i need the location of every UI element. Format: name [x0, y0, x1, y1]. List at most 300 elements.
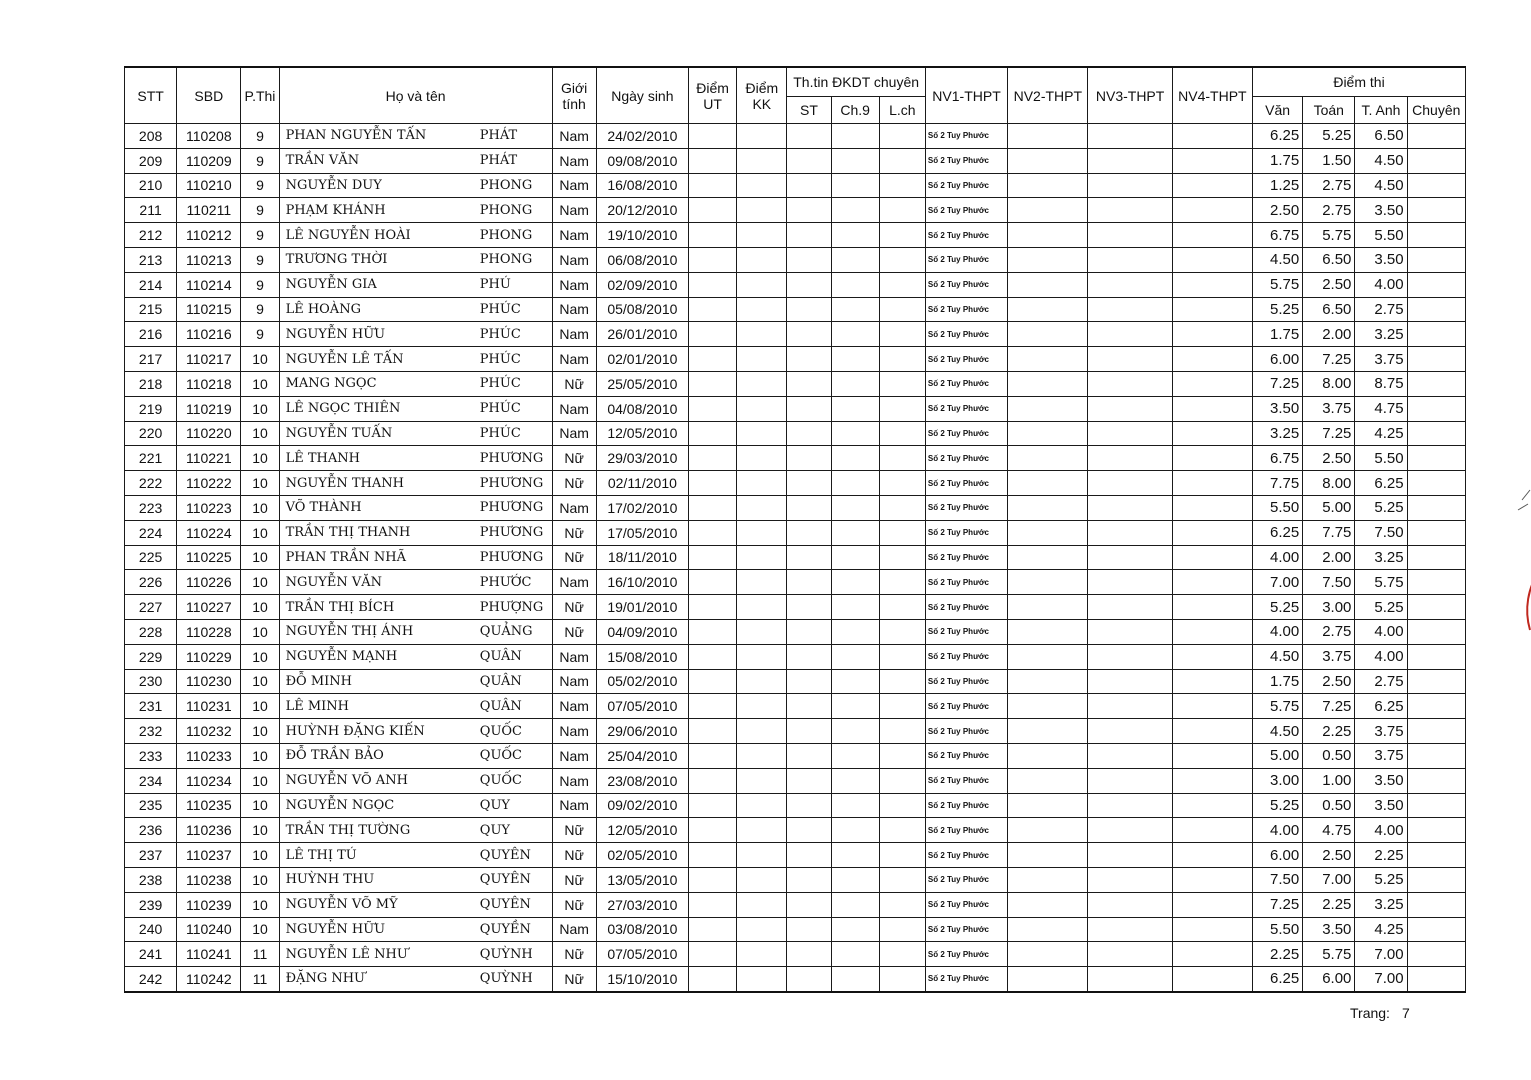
- cell-toan: 2.75: [1303, 619, 1355, 644]
- cell-sbd: 110218: [177, 371, 241, 396]
- header-ch9: Ch.9: [831, 97, 879, 124]
- cell-ngay-sinh: 02/01/2010: [596, 347, 688, 372]
- cell-nv1: Số 2 Tuy Phước: [925, 669, 1007, 694]
- cell-chuyen: [1407, 198, 1465, 223]
- cell-sbd: 110234: [177, 768, 241, 793]
- cell-gioi-tinh: Nam: [552, 173, 596, 198]
- cell-tanh: 3.25: [1355, 545, 1407, 570]
- cell-van: 5.00: [1253, 743, 1303, 768]
- cell-nv4: [1172, 595, 1252, 620]
- cell-toan: 5.25: [1303, 124, 1355, 149]
- cell-chuyen: [1407, 471, 1465, 496]
- cell-stt: 219: [125, 396, 177, 421]
- cell-ho-dem: TRẦN THỊ TƯỜNG: [279, 818, 476, 843]
- table-row: [125, 396, 1466, 421]
- cell-chuyen: [1407, 694, 1465, 719]
- cell-ch9: [831, 371, 879, 396]
- cell-diem-kk: [737, 967, 787, 992]
- cell-diem-ut: [689, 719, 737, 744]
- cell-nv1: Số 2 Tuy Phước: [925, 421, 1007, 446]
- cell-sbd: 110226: [177, 570, 241, 595]
- table-row: [125, 124, 1466, 149]
- cell-p-thi: 11: [241, 942, 279, 967]
- cell-diem-ut: [689, 917, 737, 942]
- cell-ngay-sinh: 16/08/2010: [596, 173, 688, 198]
- cell-van: 1.75: [1253, 669, 1303, 694]
- cell-lch: [879, 595, 925, 620]
- cell-ch9: [831, 595, 879, 620]
- cell-ho-dem: NGUYỄN GIA: [279, 272, 476, 297]
- cell-nv3: [1088, 694, 1172, 719]
- cell-chuyen: [1407, 719, 1465, 744]
- cell-gioi-tinh: Nữ: [552, 967, 596, 992]
- cell-diem-ut: [689, 247, 737, 272]
- cell-ch9: [831, 843, 879, 868]
- cell-ho-dem: NGUYỄN LÊ NHƯ: [279, 942, 476, 967]
- cell-van: 7.50: [1253, 867, 1303, 892]
- cell-nv3: [1088, 942, 1172, 967]
- cell-diem-kk: [737, 421, 787, 446]
- cell-ngay-sinh: 27/03/2010: [596, 892, 688, 917]
- cell-toan: 3.00: [1303, 595, 1355, 620]
- cell-diem-ut: [689, 148, 737, 173]
- cell-ten: PHÚ: [476, 272, 552, 297]
- cell-ten: PHÚC: [476, 396, 552, 421]
- header-lch: L.ch: [879, 97, 925, 124]
- cell-p-thi: 9: [241, 173, 279, 198]
- table-row: [125, 719, 1466, 744]
- cell-ho-dem: TRẦN THỊ BÍCH: [279, 595, 476, 620]
- cell-ngay-sinh: 17/02/2010: [596, 495, 688, 520]
- cell-stt: 242: [125, 967, 177, 992]
- cell-nv2: [1008, 619, 1088, 644]
- cell-van: 4.50: [1253, 644, 1303, 669]
- cell-diem-kk: [737, 768, 787, 793]
- table-row: [125, 421, 1466, 446]
- cell-ho-dem: HUỲNH THU: [279, 867, 476, 892]
- cell-p-thi: 11: [241, 967, 279, 992]
- cell-ngay-sinh: 19/01/2010: [596, 595, 688, 620]
- cell-ho-dem: NGUYỄN HỮU: [279, 917, 476, 942]
- cell-tanh: 4.25: [1355, 917, 1407, 942]
- cell-ch9: [831, 644, 879, 669]
- red-seal-stamp: [1500, 460, 1531, 650]
- cell-ten: QUYỀN: [476, 917, 552, 942]
- cell-diem-ut: [689, 272, 737, 297]
- cell-ten: QUÂN: [476, 644, 552, 669]
- cell-gioi-tinh: Nữ: [552, 843, 596, 868]
- cell-ch9: [831, 421, 879, 446]
- cell-p-thi: 10: [241, 619, 279, 644]
- cell-ten: PHONG: [476, 223, 552, 248]
- header-nv1: NV1-THPT: [925, 67, 1007, 124]
- table-row: [125, 619, 1466, 644]
- cell-ten: PHƯỢNG: [476, 595, 552, 620]
- cell-sbd: 110212: [177, 223, 241, 248]
- cell-st: [787, 173, 831, 198]
- cell-diem-ut: [689, 694, 737, 719]
- cell-chuyen: [1407, 867, 1465, 892]
- cell-lch: [879, 421, 925, 446]
- cell-st: [787, 446, 831, 471]
- cell-nv3: [1088, 148, 1172, 173]
- cell-sbd: 110230: [177, 669, 241, 694]
- cell-nv4: [1172, 495, 1252, 520]
- cell-van: 7.00: [1253, 570, 1303, 595]
- cell-ch9: [831, 694, 879, 719]
- header-nv2: NV2-THPT: [1008, 67, 1088, 124]
- cell-sbd: 110232: [177, 719, 241, 744]
- cell-diem-kk: [737, 198, 787, 223]
- cell-sbd: 110229: [177, 644, 241, 669]
- cell-nv1: Số 2 Tuy Phước: [925, 694, 1007, 719]
- cell-nv4: [1172, 520, 1252, 545]
- cell-nv4: [1172, 942, 1252, 967]
- cell-gioi-tinh: Nam: [552, 297, 596, 322]
- cell-p-thi: 10: [241, 446, 279, 471]
- cell-stt: 222: [125, 471, 177, 496]
- cell-stt: 218: [125, 371, 177, 396]
- cell-sbd: 110219: [177, 396, 241, 421]
- cell-stt: 221: [125, 446, 177, 471]
- cell-ten: PHONG: [476, 247, 552, 272]
- cell-nv2: [1008, 892, 1088, 917]
- cell-nv2: [1008, 545, 1088, 570]
- cell-ch9: [831, 396, 879, 421]
- cell-p-thi: 10: [241, 867, 279, 892]
- cell-nv4: [1172, 223, 1252, 248]
- cell-stt: 227: [125, 595, 177, 620]
- cell-lch: [879, 520, 925, 545]
- cell-chuyen: [1407, 967, 1465, 992]
- cell-st: [787, 942, 831, 967]
- cell-diem-kk: [737, 619, 787, 644]
- cell-sbd: 110210: [177, 173, 241, 198]
- cell-ch9: [831, 818, 879, 843]
- cell-tanh: 4.25: [1355, 421, 1407, 446]
- cell-nv3: [1088, 371, 1172, 396]
- cell-van: 4.00: [1253, 545, 1303, 570]
- cell-toan: 3.75: [1303, 644, 1355, 669]
- cell-lch: [879, 247, 925, 272]
- cell-van: 6.25: [1253, 124, 1303, 149]
- cell-st: [787, 396, 831, 421]
- cell-ngay-sinh: 19/10/2010: [596, 223, 688, 248]
- cell-ho-dem: NGUYỄN LÊ TẤN: [279, 347, 476, 372]
- cell-p-thi: 10: [241, 520, 279, 545]
- cell-stt: 216: [125, 322, 177, 347]
- cell-nv4: [1172, 148, 1252, 173]
- cell-toan: 7.25: [1303, 421, 1355, 446]
- cell-stt: 237: [125, 843, 177, 868]
- cell-tanh: 3.25: [1355, 892, 1407, 917]
- cell-van: 1.25: [1253, 173, 1303, 198]
- cell-p-thi: 9: [241, 272, 279, 297]
- cell-tanh: 3.25: [1355, 322, 1407, 347]
- cell-chuyen: [1407, 768, 1465, 793]
- cell-chuyen: [1407, 843, 1465, 868]
- cell-st: [787, 471, 831, 496]
- cell-toan: 7.00: [1303, 867, 1355, 892]
- cell-stt: 228: [125, 619, 177, 644]
- cell-st: [787, 570, 831, 595]
- cell-nv2: [1008, 570, 1088, 595]
- cell-ten: PHÁT: [476, 124, 552, 149]
- cell-nv3: [1088, 247, 1172, 272]
- cell-stt: 233: [125, 743, 177, 768]
- cell-van: 2.50: [1253, 198, 1303, 223]
- cell-chuyen: [1407, 892, 1465, 917]
- cell-lch: [879, 198, 925, 223]
- cell-ch9: [831, 570, 879, 595]
- cell-diem-kk: [737, 545, 787, 570]
- cell-nv1: Số 2 Tuy Phước: [925, 768, 1007, 793]
- cell-ch9: [831, 719, 879, 744]
- cell-ho-dem: MANG NGỌC: [279, 371, 476, 396]
- cell-gioi-tinh: Nữ: [552, 818, 596, 843]
- cell-nv1: Số 2 Tuy Phước: [925, 892, 1007, 917]
- page-number: [1350, 1005, 1410, 1021]
- page-number-value: 7: [1401, 1005, 1410, 1021]
- cell-ch9: [831, 198, 879, 223]
- cell-nv4: [1172, 694, 1252, 719]
- cell-ngay-sinh: 07/05/2010: [596, 694, 688, 719]
- cell-toan: 5.00: [1303, 495, 1355, 520]
- cell-chuyen: [1407, 917, 1465, 942]
- cell-ngay-sinh: 12/05/2010: [596, 421, 688, 446]
- cell-ngay-sinh: 12/05/2010: [596, 818, 688, 843]
- cell-ho-dem: VÕ THÀNH: [279, 495, 476, 520]
- cell-ten: QUYÊN: [476, 892, 552, 917]
- cell-lch: [879, 967, 925, 992]
- cell-st: [787, 892, 831, 917]
- cell-gioi-tinh: Nữ: [552, 942, 596, 967]
- cell-lch: [879, 148, 925, 173]
- cell-van: 3.00: [1253, 768, 1303, 793]
- cell-diem-kk: [737, 843, 787, 868]
- cell-sbd: 110211: [177, 198, 241, 223]
- cell-nv1: Số 2 Tuy Phước: [925, 322, 1007, 347]
- header-diem-ut: Điểm UT: [689, 67, 737, 124]
- cell-nv2: [1008, 421, 1088, 446]
- cell-tanh: 4.50: [1355, 173, 1407, 198]
- cell-chuyen: [1407, 520, 1465, 545]
- cell-sbd: 110228: [177, 619, 241, 644]
- cell-stt: 230: [125, 669, 177, 694]
- cell-gioi-tinh: Nữ: [552, 619, 596, 644]
- cell-gioi-tinh: Nam: [552, 272, 596, 297]
- cell-chuyen: [1407, 124, 1465, 149]
- cell-stt: 224: [125, 520, 177, 545]
- table-row: [125, 322, 1466, 347]
- cell-nv3: [1088, 793, 1172, 818]
- cell-ngay-sinh: 24/02/2010: [596, 124, 688, 149]
- cell-diem-ut: [689, 297, 737, 322]
- cell-ten: PHONG: [476, 173, 552, 198]
- cell-stt: 232: [125, 719, 177, 744]
- cell-ngay-sinh: 29/06/2010: [596, 719, 688, 744]
- cell-ch9: [831, 793, 879, 818]
- cell-lch: [879, 892, 925, 917]
- cell-nv2: [1008, 347, 1088, 372]
- cell-stt: 214: [125, 272, 177, 297]
- cell-nv4: [1172, 272, 1252, 297]
- cell-nv2: [1008, 124, 1088, 149]
- cell-toan: 2.00: [1303, 322, 1355, 347]
- header-tanh: T. Anh: [1355, 97, 1407, 124]
- header-ngay-sinh: Ngày sinh: [596, 67, 688, 124]
- cell-lch: [879, 446, 925, 471]
- cell-toan: 1.50: [1303, 148, 1355, 173]
- cell-sbd: 110241: [177, 942, 241, 967]
- cell-gioi-tinh: Nam: [552, 421, 596, 446]
- cell-van: 1.75: [1253, 322, 1303, 347]
- cell-gioi-tinh: Nam: [552, 347, 596, 372]
- table-row: [125, 471, 1466, 496]
- cell-nv1: Số 2 Tuy Phước: [925, 471, 1007, 496]
- cell-ten: QUỐC: [476, 768, 552, 793]
- cell-chuyen: [1407, 743, 1465, 768]
- cell-tanh: 5.25: [1355, 595, 1407, 620]
- cell-chuyen: [1407, 446, 1465, 471]
- cell-lch: [879, 768, 925, 793]
- cell-nv2: [1008, 520, 1088, 545]
- cell-ch9: [831, 148, 879, 173]
- cell-nv3: [1088, 619, 1172, 644]
- cell-st: [787, 223, 831, 248]
- cell-lch: [879, 917, 925, 942]
- cell-ten: PHÁT: [476, 148, 552, 173]
- cell-nv4: [1172, 917, 1252, 942]
- cell-ten: PHƯƠNG: [476, 520, 552, 545]
- cell-stt: 212: [125, 223, 177, 248]
- cell-lch: [879, 322, 925, 347]
- cell-nv1: Số 2 Tuy Phước: [925, 124, 1007, 149]
- cell-nv4: [1172, 347, 1252, 372]
- cell-diem-kk: [737, 173, 787, 198]
- cell-nv3: [1088, 223, 1172, 248]
- cell-gioi-tinh: Nam: [552, 148, 596, 173]
- cell-p-thi: 9: [241, 247, 279, 272]
- cell-chuyen: [1407, 793, 1465, 818]
- cell-toan: 7.50: [1303, 570, 1355, 595]
- cell-tanh: 3.50: [1355, 768, 1407, 793]
- cell-ten: PHƯƠNG: [476, 495, 552, 520]
- cell-gioi-tinh: Nam: [552, 669, 596, 694]
- cell-diem-ut: [689, 669, 737, 694]
- cell-p-thi: 9: [241, 297, 279, 322]
- cell-chuyen: [1407, 495, 1465, 520]
- table-row: [125, 942, 1466, 967]
- cell-nv1: Số 2 Tuy Phước: [925, 719, 1007, 744]
- cell-nv1: Số 2 Tuy Phước: [925, 173, 1007, 198]
- cell-ten: PHÚC: [476, 297, 552, 322]
- cell-p-thi: 10: [241, 595, 279, 620]
- cell-gioi-tinh: Nữ: [552, 892, 596, 917]
- cell-ch9: [831, 322, 879, 347]
- cell-ho-dem: PHAN NGUYỄN TẤN: [279, 124, 476, 149]
- cell-diem-kk: [737, 124, 787, 149]
- cell-st: [787, 619, 831, 644]
- cell-ten: PHÚC: [476, 322, 552, 347]
- table-row: [125, 793, 1466, 818]
- cell-sbd: 110223: [177, 495, 241, 520]
- cell-p-thi: 10: [241, 545, 279, 570]
- cell-st: [787, 347, 831, 372]
- cell-ngay-sinh: 04/09/2010: [596, 619, 688, 644]
- cell-stt: 215: [125, 297, 177, 322]
- cell-gioi-tinh: Nữ: [552, 595, 596, 620]
- cell-ten: QUỐC: [476, 743, 552, 768]
- cell-chuyen: [1407, 148, 1465, 173]
- cell-nv4: [1172, 867, 1252, 892]
- cell-nv3: [1088, 495, 1172, 520]
- cell-tanh: 7.00: [1355, 967, 1407, 992]
- cell-ten: PHONG: [476, 198, 552, 223]
- cell-ngay-sinh: 07/05/2010: [596, 942, 688, 967]
- cell-st: [787, 247, 831, 272]
- cell-nv3: [1088, 818, 1172, 843]
- cell-ch9: [831, 743, 879, 768]
- cell-toan: 3.50: [1303, 917, 1355, 942]
- cell-chuyen: [1407, 619, 1465, 644]
- cell-diem-ut: [689, 347, 737, 372]
- cell-nv3: [1088, 669, 1172, 694]
- cell-ngay-sinh: 15/08/2010: [596, 644, 688, 669]
- cell-sbd: 110221: [177, 446, 241, 471]
- cell-nv4: [1172, 124, 1252, 149]
- cell-toan: 2.50: [1303, 272, 1355, 297]
- cell-diem-kk: [737, 272, 787, 297]
- cell-toan: 0.50: [1303, 793, 1355, 818]
- cell-nv3: [1088, 173, 1172, 198]
- cell-diem-kk: [737, 247, 787, 272]
- cell-nv1: Số 2 Tuy Phước: [925, 272, 1007, 297]
- header-ho-ten: Họ và tên: [279, 67, 552, 124]
- cell-diem-kk: [737, 347, 787, 372]
- cell-ch9: [831, 495, 879, 520]
- cell-nv4: [1172, 743, 1252, 768]
- cell-nv2: [1008, 223, 1088, 248]
- cell-van: 2.25: [1253, 942, 1303, 967]
- cell-nv3: [1088, 396, 1172, 421]
- cell-tanh: 5.50: [1355, 446, 1407, 471]
- cell-diem-kk: [737, 818, 787, 843]
- header-p-thi: P.Thi: [241, 67, 279, 124]
- cell-nv4: [1172, 818, 1252, 843]
- cell-nv2: [1008, 446, 1088, 471]
- cell-ho-dem: TRẦN THỊ THANH: [279, 520, 476, 545]
- cell-tanh: 6.25: [1355, 471, 1407, 496]
- cell-gioi-tinh: Nam: [552, 743, 596, 768]
- table-row: [125, 843, 1466, 868]
- table-row: [125, 892, 1466, 917]
- cell-van: 6.25: [1253, 520, 1303, 545]
- cell-p-thi: 10: [241, 719, 279, 744]
- cell-ngay-sinh: 18/11/2010: [596, 545, 688, 570]
- cell-nv1: Số 2 Tuy Phước: [925, 223, 1007, 248]
- cell-nv4: [1172, 793, 1252, 818]
- cell-nv4: [1172, 247, 1252, 272]
- cell-diem-ut: [689, 471, 737, 496]
- cell-tanh: 2.75: [1355, 669, 1407, 694]
- header-gioi-tinh: Giới tính: [552, 67, 596, 124]
- cell-nv4: [1172, 669, 1252, 694]
- cell-ngay-sinh: 05/02/2010: [596, 669, 688, 694]
- cell-gioi-tinh: Nữ: [552, 545, 596, 570]
- cell-ten: PHƯƠNG: [476, 446, 552, 471]
- cell-diem-kk: [737, 595, 787, 620]
